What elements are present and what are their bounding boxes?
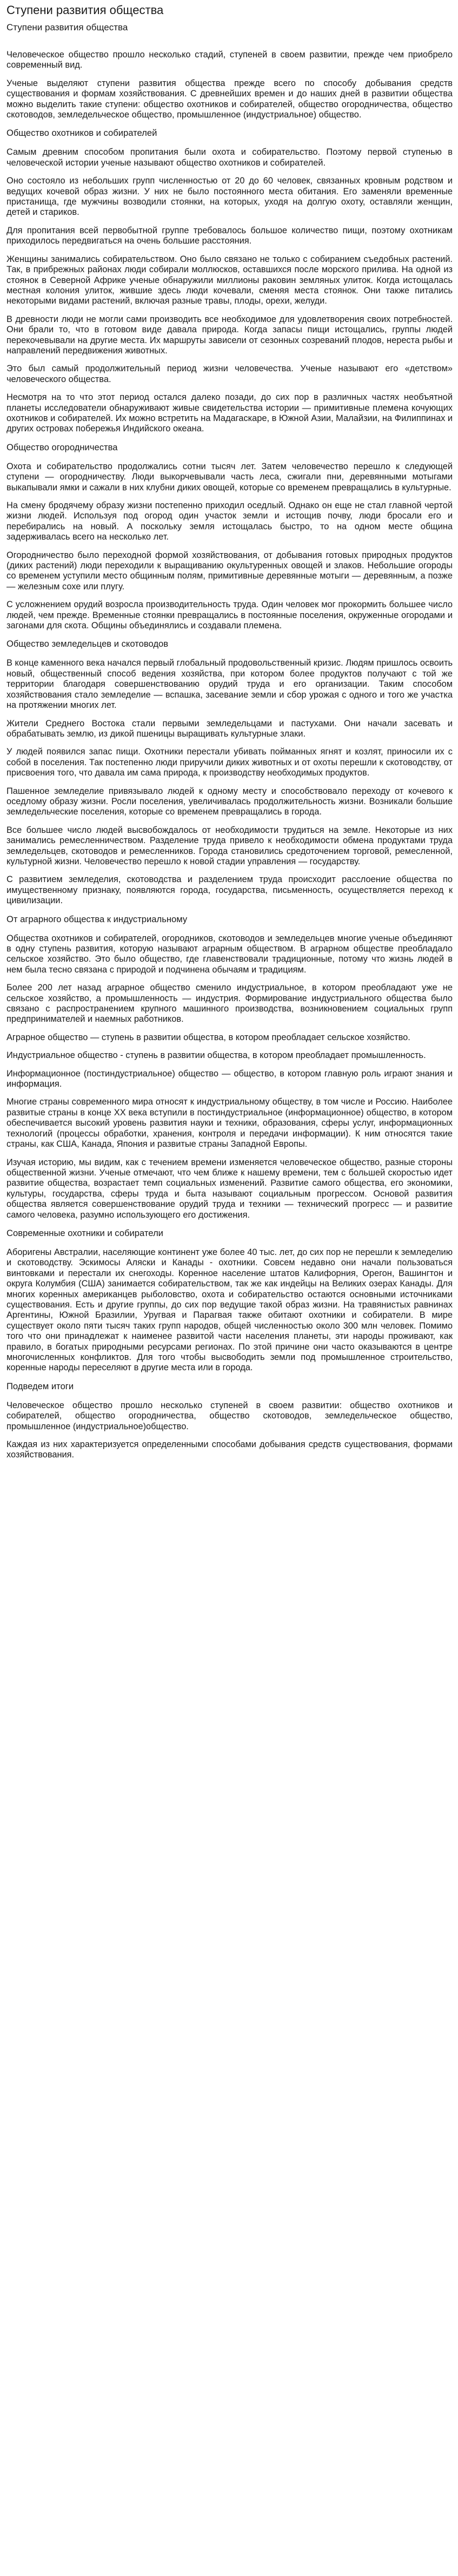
section-paragraph: Аграрное общество — ступень в развитии общества, в котором преобладает сельское хозяйство. [6,1032,410,1042]
section-paragraph: Общества охотников и собирателей, огородников, скотоводов и земледельцев многие ученые объединяют в одну ступень развития, которую называют аграрным обществом. В аграрном обществе преобладало сельское хозяйство. Это было общество, где главенствовали традиционные, потому что жизнь людей в нем была тесно связана с природой и подчинена обычаям и традициям. [6,933,453,975]
article-section [6,914,453,1220]
section-paragraph: У людей появился запас пищи. Охотники перестали убивать пойманных ягнят и козлят, приносили их с собой в поселения. Так постепенно люди приручили диких животных и от охоты перешли к скотоводству, от присвоения того, что давала им сама природа, к производству необходимых продуктов. [6,747,453,778]
section-heading: Общество земледельцев и скотоводов [6,639,169,649]
section-heading: Подведем итоги [6,1381,74,1391]
article-section [6,128,453,434]
section-paragraph: Аборигены Австралии, населяющие континент уже более 40 тыс. лет, до сих пор не перешли к земледелию и скотоводству. Эскимосы Аляски и Канады - охотники. Совсем недавно они начали пользоваться винтовками и перестали их снегоходы. Коренное население штатов Калифорния, Орегон, Вашингтон и округа Колумбия (США) занимается собирательством, так же как индейцы на Великих озерах Канады. Для многих коренных американцев рыболовство, охота и собирательство остаются основными источниками существования. Есть и другие группы, до сих пор ведущие такой образ жизни. На травянистых равнинах Аргентины, Южной Бразилии, Уругвая и Парагвая также обитают охотники и собиратели. В мире существует около пяти тысяч таких групп народов, общей численностью около 300 млн человек. Помимо того что они принадлежат к наименее развитой части населения планеты, эти народы проживают, как правило, в богатых природными ресурсами регионах. По этой причине они часто оказываются в центре многочисленных конфликтов. Для того чтобы высвободить земли под промышленное строительство, коренные народы переселяют в другие места или в города. [6,1247,453,1373]
section-paragraph: Индустриальное общество - ступень в развитии общества, в котором преобладает промышленность. [6,1050,426,1061]
section-paragraph: Информационное (постиндустриальное) общество — общество, в котором главную роль играют знания и информация. [6,1068,453,1089]
section-paragraph: Женщины занимались собирательством. Оно было связано не только с собиранием съедобных растений. Так, в прибрежных районах люди собирали моллюсков, оставшихся после морского прилива. На одной из стоянок в Северной Африке ученые обнаружили миллионы раковин земляных улиток. Когда истощалась местная колония улиток, жившие здесь люди кочевали, сменяя места стоянок. Они также питались некоторыми видами растений, включая разные травы, плоды, орехи, желуди. [6,254,453,306]
section-paragraph: С усложнением орудий возросла производительность труда. Один человек мог прокормить большее число людей, чем прежде. Временные стоянки превращались в постоянные поселения, окруженные огородами и загонами для скота. Общины объединялись и создавали племена. [6,600,453,631]
section-paragraph: Несмотря на то что этот период остался далеко позади, до сих пор в различных частях необъятной планеты исследователи обнаруживают живые свидетельства истории — примитивные племена кочующих охотников и собирателей. Их можно встретить на Мадагаскаре, в Южной Азии, Малайзии, на Филиппинах и других островах побережья Индийского океана. [6,392,453,434]
section-paragraph: Человеческое общество прошло несколько ступеней в своем развитии: общество охотников и собирателей, общество огородничества, общество скотоводов, земледельческое общество, промышленное (индустриальное)общество. [6,1400,453,1431]
section-heading: Общество огородничества [6,442,118,452]
section-paragraph: С развитием земледелия, скотоводства и разделением труда происходит расслоение общества по имущественному признаку, появляются города, государства, письменность, осуществляется переход к цивилизации. [6,875,453,906]
section-paragraph: Охота и собирательство продолжались сотни тысяч лет. Затем человечество перешло к следующей ступени — огородничеству. Люди выкорчевывали часть леса, сжигали пни, деревянными мотыгами выкапывали ямки и сажали в них клубни диких овощей, которые со временем превращались в культурные. [6,461,453,492]
article-section [6,1381,453,1461]
section-paragraph: Пашенное земледелие привязывало людей к одному месту и способствовало переходу от кочевого к оседлому образу жизни. Росли поселения, увеличивалась продолжительность жизни. Возникали большие земледельческие поселения, которые со временем превращались в города. [6,786,453,817]
section-paragraph: Многие страны современного мира относят к индустриальному обществу, в том числе и Россию. Наиболее развитые страны в конце XX века вступили в постиндустриальное (информационное) общество, в котором обеспечивается высокий уровень развития науки и техники, образования, сферы услуг, информационных технологий (процессы обработки, хранения, контроля и передачи информации). К ним относятся такие страны, как США, Канада, Япония и развитые страны Западной Европы. [6,1097,453,1149]
article-body [6,128,453,1460]
section-paragraph: Оно состояло из небольших групп численностью от 20 до 60 человек, связанных кровным родством и ведущих кочевой образ жизни. У них не было постоянного места обитания. Его заменяли временные пристанища, где мужчины возводили стоянки, на которых, уходя на долгую охоту, оставляли женщин, детей и стариков. [6,176,453,218]
section-paragraph: Жители Среднего Востока стали первыми земледельцами и пастухами. Они начали засевать и обрабатывать землю, из дикой пшеницы выращивать культурные злаки. [6,718,453,739]
article-subtitle: Ступени развития общества [6,22,128,32]
intro-paragraph: Человеческое общество прошло несколько стадий, ступеней в своем развитии, прежде чем приобрело современный вид. [6,50,453,70]
section-paragraph: Изучая историю, мы видим, как с течением времени изменяется человеческое общество, разные стороны общественной жизни. Ученые отмечают, что чем ближе к нашему времени, тем с большей скоростью идет развитие общества, возрастает темп социальных изменений. Развитие самого общества, его экономики, культуры, государства, сферы труда и быта называют социальным прогрессом. Основой развития общества является совершенствование орудий труда и техники — технический прогресс — и развитие самого человека, разумно использующего его достижения. [6,1157,453,1220]
article-section [6,639,453,906]
section-paragraph: Огородничество было переходной формой хозяйствования, от добывания готовых природных продуктов (диких растений) люди переходили к выращиванию окультуренных овощей и злаков. Небольшие огороды со временем уступили место общинным полям, примитивные деревянные мотыги — деревянным, а позже — железным сохе или плугу. [6,550,453,592]
section-paragraph: Все большее число людей высвобождалось от необходимости трудиться на земле. Некоторые из них занимались ремесленничеством. Разделение труда привело к необходимости обмена продуктами труда земледельцев, скотоводов и ремесленников. Города становились средоточением торговой, ремесленной, культурной жизни. Человечество перешло к новой стадии управления — государству. [6,825,453,866]
page-title: Ступени развития общества [6,3,164,17]
section-paragraph: Каждая из них характеризуется определенными способами добывания средств существования, формами хозяйствования. [6,1440,453,1460]
article-section [6,1228,453,1374]
section-paragraph: Самым древним способом пропитания были охота и собирательство. Поэтому первой ступенью в человеческой истории ученые называют общество охотников и собирателей. [6,147,453,168]
section-paragraph: Более 200 лет назад аграрное общество сменило индустриальное, в котором преобладают уже не сельское хозяйство, а промышленность — индустрия. Формирование индустриального общества было связано с распространением крупного машинного производства, возникновением социальных групп предпринимателей и наемных работников. [6,983,453,1024]
section-paragraph: В древности люди не могли сами производить все необходимое для удовлетворения своих потребностей. Они брали то, что в готовом виде давала природа. Когда запасы пищи истощались, группы людей перекочевывали на другие места. Их маршруты зависели от сезонных созреваний плодов, нереста рыбы и направлений передвижения животных. [6,314,453,356]
section-paragraph: В конце каменного века начался первый глобальный продовольственный кризис. Людям пришлось освоить новый, общественный способ ведения хозяйства, при котором более продуктов получают с той же территории благодаря совершенствованию орудий труда и его организации. Таким способом хозяйствования стало земледелие — вспашка, засевание земли и сбор урожая с одного и того же участка на протяжении многих лет. [6,658,453,711]
section-paragraph: На смену бродячему образу жизни постепенно приходил оседлый. Однако он еще не стал главной чертой жизни людей. Используя под огород один участок земли и истощив почву, люди бросали его и перебирались на новый. А поскольку земля истощалась быстро, то на одном месте община задерживалась всего на несколько лет. [6,501,453,542]
section-heading: Современные охотники и собиратели [6,1227,163,1238]
intro-paragraph: Ученые выделяют ступени развития общества прежде всего по способу добывания средств существования и формам хозяйствования. С древнейших времен и до наших дней в развитии общества можно выделить такие ступени: общество охотников и собирателей, общество огородничества, общество скотоводов, земледельческое общество, промышленное (индустриальное) общество. [6,78,453,120]
section-heading: Общество охотников и собирателей [6,128,157,139]
intro-section [6,50,453,120]
article-section [6,442,453,632]
section-paragraph: Это был самый продолжительный период жизни человечества. Ученые называют его «детством» человеческого общества. [6,364,453,384]
section-heading: От аграрного общества к индустриальному [6,914,188,924]
section-paragraph: Для пропитания всей первобытной группе требовалось большое количество пищи, поэтому охотникам приходилось передвигаться на очень большие расстояния. [6,225,453,246]
